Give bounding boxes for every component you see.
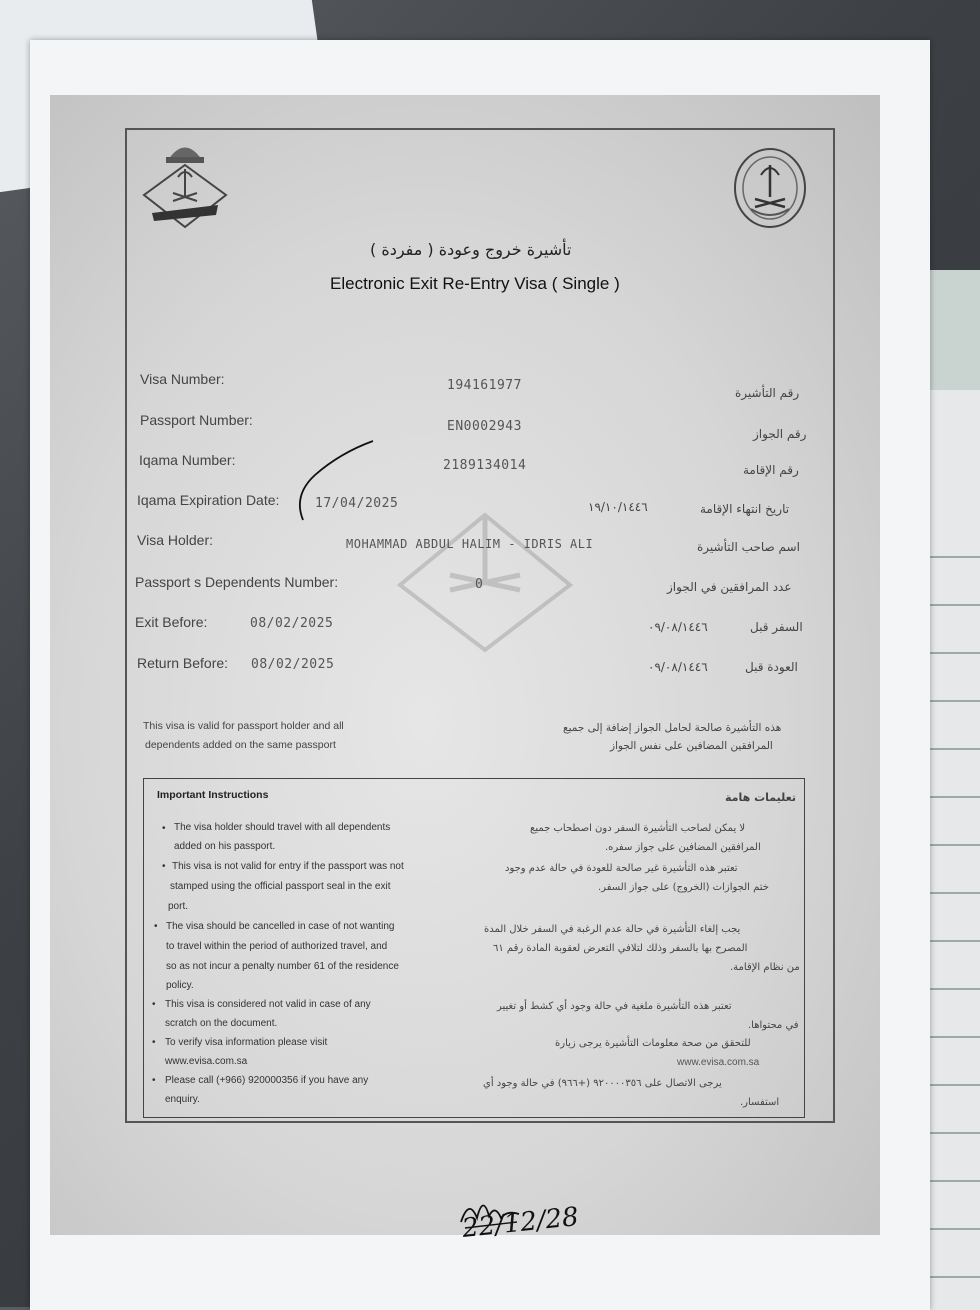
dependents-label: Passport s Dependents Number: — [135, 574, 339, 590]
instruction-4-line2: scratch on the document. — [165, 1018, 278, 1029]
bullet: • — [162, 861, 166, 872]
exit-before-label: Exit Before: — [135, 614, 208, 630]
instruction-ar-6-line2: استفسار. — [740, 1097, 780, 1108]
validity-ar-line2: المرافقين المضافين على نفس الجواز — [610, 740, 773, 752]
return-before-value: 08/02/2025 — [251, 657, 335, 672]
watermark-logo — [390, 455, 580, 655]
exit-before-label-ar: السفر قبل — [750, 620, 803, 634]
passport-number-label-ar: رقم الجواز — [753, 427, 807, 441]
instruction-1-line2: added on his passport. — [174, 841, 276, 852]
bullet: • — [152, 1037, 156, 1048]
instruction-2-line3: port. — [168, 901, 189, 912]
iqama-number-label: Iqama Number: — [139, 452, 236, 468]
visa-holder-label: Visa Holder: — [137, 532, 214, 548]
exit-before-hijri: ٠٩/٠٨/١٤٤٦ — [648, 620, 708, 634]
instruction-ar-5-line2: www.evisa.com.sa — [677, 1057, 760, 1068]
iqama-expiry-value: 17/04/2025 — [315, 496, 399, 511]
instruction-ar-2-line2: ختم الجوازات (الخروج) على جواز السفر. — [598, 882, 769, 893]
instruction-2-line1: This visa is not valid for entry if the passport was not — [172, 861, 404, 872]
title-english: Electronic Exit Re-Entry Visa ( Single ) — [330, 274, 620, 293]
instruction-3-line4: policy. — [166, 980, 194, 991]
instruction-ar-4-line1: تعتبر هذه التأشيرة ملغية في حالة وجود أي كشط أو تغيير — [497, 1001, 732, 1012]
instruction-5-line1: To verify visa information please visit — [165, 1037, 328, 1048]
instructions-heading: Important Instructions — [157, 789, 269, 801]
validity-en-line2: dependents added on the same passport — [145, 739, 336, 751]
visa-holder-value: MOHAMMAD ABDUL HALIM - IDRIS ALI — [346, 537, 594, 551]
instruction-3-line1: The visa should be cancelled in case of not wanting — [166, 921, 395, 932]
iqama-number-label-ar: رقم الإقامة — [743, 463, 799, 477]
instruction-ar-3-line2: المصرح بها بالسفر وذلك لتلافي التعرض لعقوبة المادة رقم ٦١ — [493, 943, 748, 954]
visa-number-label-ar: رقم التأشيرة — [735, 386, 800, 400]
instruction-ar-6-line1: يرجى الاتصال على ٩٢٠٠٠٠٣٥٦ (+٩٦٦) في حالة وجود أي — [483, 1078, 722, 1089]
handwritten-date: 22/12/28 — [460, 1201, 581, 1245]
iqama-number-value: 2189134014 — [443, 458, 527, 473]
bullet: • — [152, 1075, 156, 1086]
instruction-ar-3-line3: من نظام الإقامة. — [730, 962, 800, 973]
passport-number-value: EN0002943 — [447, 419, 522, 434]
validity-en-line1: This visa is valid for passport holder and all — [143, 720, 344, 732]
instruction-ar-1-line1: لا يمكن لصاحب التأشيرة السفر دون اصطحاب جميع — [530, 823, 746, 834]
exit-before-value: 08/02/2025 — [250, 616, 334, 631]
instruction-1-line1: The visa holder should travel with all dependents — [174, 822, 391, 833]
instruction-2-line2: stamped using the official passport seal in the exit — [170, 881, 391, 892]
instruction-3-line3: so as not incur a penalty number 61 of the residence — [166, 961, 399, 972]
instruction-4-line1: This visa is considered not valid in case of any — [165, 999, 371, 1010]
iqama-expiry-label: Iqama Expiration Date: — [137, 492, 280, 508]
return-before-hijri: ٠٩/٠٨/١٤٤٦ — [648, 660, 708, 674]
dependents-value: 0 — [475, 577, 484, 592]
instruction-3-line2: to travel within the period of authorized travel, and — [166, 941, 388, 952]
bullet: • — [162, 823, 166, 834]
instruction-5-line2: www.evisa.com.sa — [165, 1056, 248, 1067]
instruction-ar-5-line1: للتحقق من صحة معلومات التأشيرة يرجى زيارة — [555, 1038, 751, 1049]
background-green-card — [930, 270, 980, 390]
iqama-expiry-hijri: ١٩/١٠/١٤٤٦ — [588, 500, 648, 514]
ministry-seal-icon — [733, 147, 808, 229]
return-before-label-ar: العودة قبل — [745, 660, 798, 674]
bullet: • — [154, 921, 158, 932]
bullet: • — [152, 999, 156, 1010]
iqama-expiry-label-ar: تاريخ انتهاء الإقامة — [700, 502, 790, 516]
title-arabic: تأشيرة خروج وعودة ( مفردة ) — [370, 240, 572, 259]
validity-ar-line1: هذه التأشيرة صالحة لحامل الجواز إضافة إلى جميع — [563, 722, 782, 734]
instruction-ar-3-line1: يجب إلغاء التأشيرة في حالة عدم الرغبة في السفر خلال المدة — [484, 924, 741, 935]
passports-logo-icon — [138, 135, 233, 230]
instruction-ar-1-line2: المرافقين المضافين على جواز سفره. — [605, 842, 761, 853]
visa-number-label: Visa Number: — [140, 371, 225, 387]
instruction-6-line2: enquiry. — [165, 1094, 200, 1105]
instruction-6-line1: Please call (+966) 920000356 if you have any — [165, 1075, 369, 1086]
ink-check-mark — [285, 435, 380, 530]
return-before-label: Return Before: — [137, 655, 229, 671]
visa-number-value: 194161977 — [447, 378, 522, 393]
visa-holder-label-ar: اسم صاحب التأشيرة — [697, 540, 800, 554]
instructions-heading-ar: تعليمات هامة — [725, 791, 796, 804]
instruction-ar-4-line2: في محتواها. — [748, 1020, 799, 1031]
passport-number-label: Passport Number: — [140, 412, 253, 428]
instruction-ar-2-line1: تعتبر هذه التأشيرة غير صالحة للعودة في حالة عدم وجود — [505, 863, 738, 874]
dependents-label-ar: عدد المرافقين في الجواز — [667, 580, 792, 594]
